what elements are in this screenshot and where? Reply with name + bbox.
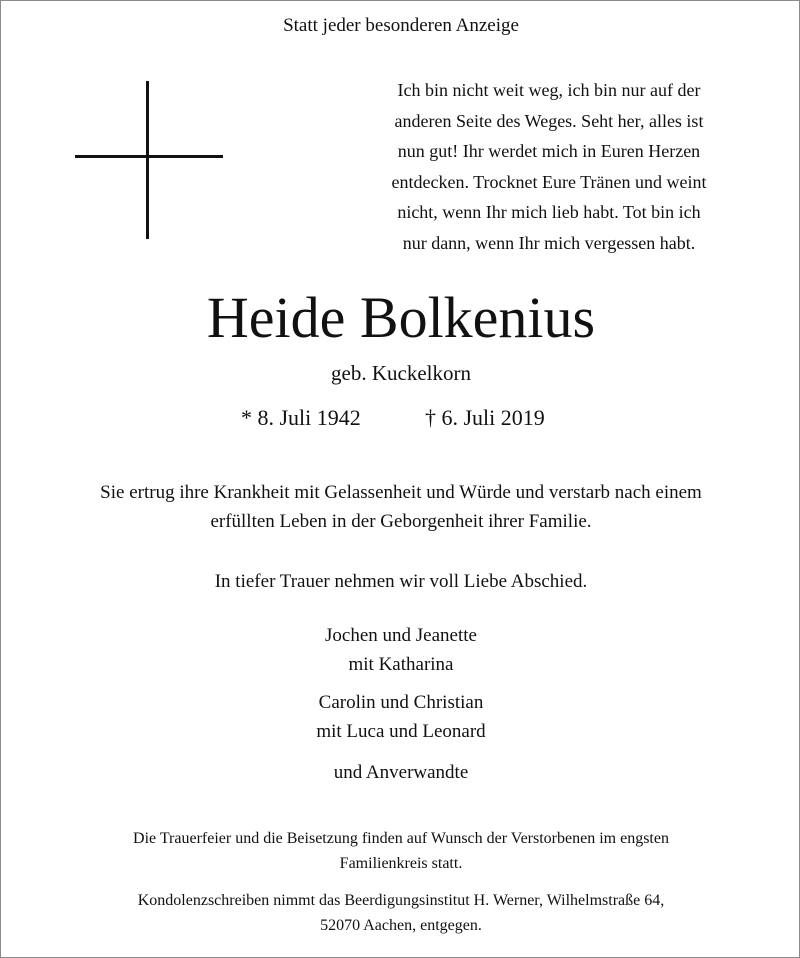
cross-vertical-bar xyxy=(146,81,149,239)
farewell-line xyxy=(1,567,800,596)
quote-line: nur dann, wenn Ihr mich vergessen habt. xyxy=(402,232,696,253)
condolence-line: Kondolenzschreiben nimmt das Beerdigungsinstitut H. Werner, Wilhelmstraße 64, xyxy=(137,892,665,909)
funeral-line: Die Trauerfeier und die Beisetzung finden auf Wunsch der Verstorbenen im engsten xyxy=(133,830,669,847)
mourner-line: Carolin und Christian xyxy=(318,692,484,713)
mourner-line: mit Katharina xyxy=(348,654,454,675)
mourner-line: Jochen und Jeanette xyxy=(325,625,477,646)
mourner-line: und Anverwandte xyxy=(333,762,469,783)
quote-line: nicht, wenn Ihr mich lieb habt. Tot bin ich xyxy=(397,202,701,223)
tribute-paragraph xyxy=(1,478,800,536)
deceased-name: Heide Bolkenius xyxy=(206,285,596,350)
quote-line: nun gut! Ihr werdet mich in Euren Herzen xyxy=(397,141,701,162)
funeral-line: Familienkreis statt. xyxy=(339,855,463,872)
condolence-line: 52070 Aachen, entgegen. xyxy=(320,917,482,934)
maiden-name: geb. Kuckelkorn xyxy=(331,361,471,385)
quote-line: anderen Seite des Weges. Seht her, alles ist xyxy=(394,110,704,131)
tribute-line: erfüllten Leben in der Geborgenheit ihrer Familie. xyxy=(210,511,592,532)
quote-line: Ich bin nicht weit weg, ich bin nur auf der xyxy=(397,80,701,100)
death-date: † 6. Juli 2019 xyxy=(425,405,545,430)
mourner-group-3 xyxy=(1,758,800,787)
cross-horizontal-bar xyxy=(75,155,223,158)
mourner-group-1 xyxy=(1,621,800,679)
memorial-quote xyxy=(363,75,735,259)
quote-line: entdecken. Trocknet Eure Tränen und weint xyxy=(391,171,707,192)
birth-date: * 8. Juli 1942 xyxy=(241,405,361,430)
condolence-notice xyxy=(1,888,800,938)
mourner-line: mit Luca und Leonard xyxy=(316,721,486,742)
notice-header: Statt jeder besonderen Anzeige xyxy=(283,15,519,36)
funeral-notice xyxy=(1,826,800,876)
tribute-line: Sie ertrug ihre Krankheit mit Gelassenheit und Würde und verstarb nach einem xyxy=(100,482,702,503)
cross-icon xyxy=(75,81,223,239)
farewell-text: In tiefer Trauer nehmen wir voll Liebe Abschied. xyxy=(214,571,588,592)
mourner-group-2 xyxy=(1,688,800,746)
